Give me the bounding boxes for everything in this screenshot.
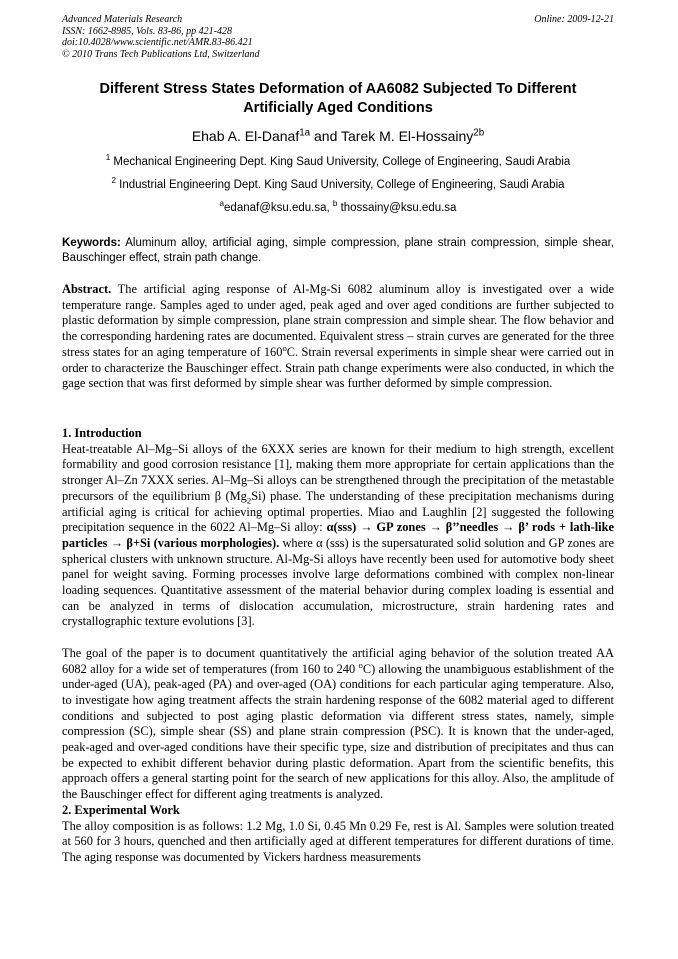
author-2-name: Tarek M. El-Hossainy xyxy=(341,128,474,144)
author-conjunction: and xyxy=(310,128,342,144)
intro-p1-text-b: Si) phase. The understanding of these precipitation mechanisms during artificial aging is critical for achieving optimal properties. Miao and Laughlin [2] suggested the following precipitation sequence in the 6022 Al–Mg–Si alloy: xyxy=(62,488,614,535)
author-2-affil-mark: 2b xyxy=(473,127,485,139)
issn-line: ISSN: 1662-8985, Vols. 83-86, pp 421-428 xyxy=(62,25,232,37)
online-date: Online: 2009-12-21 xyxy=(534,14,614,25)
keywords xyxy=(62,236,614,266)
intro-p1-text-c: where α (sss) is the supersaturated solid solution and GP zones are spherical clusters with unknown structure. Al-Mg-Si alloys have recently been used for automotive body sheet panel for weight saving. Forming processes involve large deformations combined with complex non-linear loading sequences. Quantitative assessment of the material behavior during complex loading is essential and can be analyzed in terms of dislocation accumulation, microstructure, strain hardening rates and crystallographic texture evolutions [3]. xyxy=(62,535,614,629)
intro-p2-degree: o xyxy=(358,659,363,670)
email-b: thossainy@ksu.edu.sa xyxy=(337,202,457,214)
author-1-affil-mark: 1a xyxy=(299,127,311,139)
intro-p2-text-b: C) allowing the unambiguous establishment of the under-aged (UA), peak-aged (PA) and over-aged (OA) conditions for each particular aging temperature. Also, to investigate how aging treatment affects the strain hardening response of the 6082 material aged to different conditions and subjected to post aging plastic deformation via different stress states, namely, simple compression (SC), simple shear (SS) and plane strain compression (PSC). It is known that the under-aged, peak-aged and over-aged conditions have their specific type, size and distribution of precipitates and thus can be expected to exhibit different behavior during plastic deformation. Apart from the scientific benefits, this approach offers a general starting point for the search of new applications for this alloy. Also, the amplitude of the Bauschinger effect for different aging treatments is analyzed. xyxy=(62,661,614,802)
introduction-paragraph-1 xyxy=(62,442,614,630)
email-b-mark: b xyxy=(332,199,338,209)
author-emails xyxy=(62,201,614,215)
abstract-degree: o xyxy=(282,342,287,353)
abstract xyxy=(62,282,614,392)
email-a: edanaf@ksu.edu.sa, xyxy=(224,202,333,214)
journal-header xyxy=(62,14,614,60)
keywords-label: Keywords: xyxy=(62,237,121,249)
affiliation-1-text: Mechanical Engineering Dept. King Saud University, College of Engineering, Saudi Arabia xyxy=(113,156,571,168)
introduction-paragraph-2 xyxy=(62,646,614,803)
abstract-text-1: The artificial aging response of Al-Mg-Si 6082 aluminum alloy is investigated over a wide temperature range. Samples aged to under aged, peak aged and over aged conditions are further subjected to plastic deformation by simple compression, plane strain compression and simple shear. The flow behavior and the corresponding hardening rates are documented. Equivalent stress – strain curves are generated for the three stress states for an aging temperature of 160 xyxy=(62,282,614,359)
abstract-label: Abstract. xyxy=(62,282,112,296)
affiliation-2-mark: 2 xyxy=(111,176,116,186)
affiliation-2 xyxy=(62,178,614,192)
journal-name: Advanced Materials Research xyxy=(62,14,183,25)
affiliation-1-mark: 1 xyxy=(105,153,111,163)
precipitation-sequence: α(sss) → GP zones → β’’needles → β’ rods + lath-like particles → β+Si (various morphologies). xyxy=(62,520,614,550)
abstract-text-2: C. Strain reversal experiments in simple shear were carried out in order to characterize the Bauschinger effect. Strain path change experiments were also conducted, in which the gage section that was first deformed by simple shear was further deformed by simple compression. xyxy=(62,344,614,391)
copyright-line: © 2010 Trans Tech Publications Ltd, Switzerland xyxy=(62,48,260,60)
experimental-heading: 2. Experimental Work xyxy=(62,802,180,817)
paper-title xyxy=(62,80,614,118)
intro-p2-text-a: The goal of the paper is to document quantitatively the artificial aging behavior of the solution treated AA 6082 alloy for a wide set of temperatures (from 160 to 240 xyxy=(62,645,614,676)
affiliation-1 xyxy=(62,155,614,169)
experimental-paragraph-1: The alloy composition is as follows: 1.2 Mg, 1.0 Si, 0.45 Mn 0.29 Fe, rest is Al. Samples were solution treated at 560 for 3 hours, quenched and then artificially aged at different temperatures for different durations of time. The aging response was documented by Vickers hardness measurements xyxy=(62,818,614,864)
introduction-section xyxy=(62,426,614,866)
doi-line: doi:10.4028/www.scientific.net/AMR.83-86.421 xyxy=(62,37,253,48)
intro-p1-subscript: 2 xyxy=(246,495,252,506)
keywords-text: Aluminum alloy, artificial aging, simple compression, plane strain compression, simple shear, Bauschinger effect, strain path change. xyxy=(62,237,614,264)
affiliation-2-text: Industrial Engineering Dept. King Saud University, College of Engineering, Saudi Arabia xyxy=(119,179,565,191)
author-1-name: Ehab A. El-Danaf xyxy=(191,128,300,144)
intro-p1-text-a: Heat-treatable Al–Mg–Si alloys of the 6XXX series are known for their medium to high strength, excellent formability and good corrosion resistance [1], making them more appropriate for certain applications than the stronger Al–Zn 7XXX series. Al–Mg–Si alloys can be strengthened through the precipitation of the metastable precursors of the equilibrium β (Mg xyxy=(62,441,614,503)
author-line xyxy=(62,127,614,145)
title-line-2: Artificially Aged Conditions xyxy=(243,100,433,116)
title-line-1: Different Stress States Deformation of AA6082 Subjected To Different xyxy=(99,81,577,97)
email-a-mark: a xyxy=(219,199,225,209)
introduction-heading: 1. Introduction xyxy=(62,426,142,440)
